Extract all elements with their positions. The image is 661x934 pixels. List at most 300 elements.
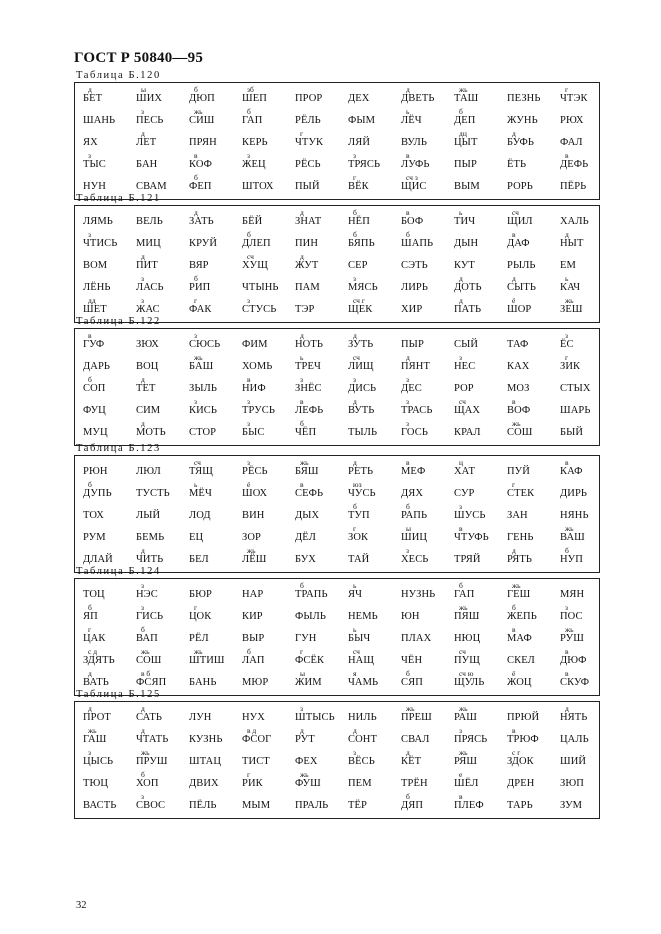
- word-text: ШТАЦ: [189, 756, 222, 767]
- table-cell: [78, 604, 132, 626]
- pronunciation-mark: з: [565, 331, 568, 340]
- table-cell: [131, 376, 185, 398]
- table-cell: [131, 749, 185, 771]
- word-table: [74, 328, 600, 446]
- pronunciation-mark: д: [300, 726, 304, 735]
- word-text: ДВЕТЬ: [401, 93, 435, 104]
- word-text: ЛИЩ: [348, 361, 374, 372]
- table-cell: [184, 582, 238, 604]
- word-table: [74, 205, 600, 323]
- table-cell: [237, 275, 291, 297]
- table-cell: [78, 705, 132, 727]
- table-cell: [237, 481, 291, 503]
- table-cell: [449, 152, 503, 174]
- table-cell: [555, 398, 609, 420]
- table-cell: [449, 332, 503, 354]
- pronunciation-mark: б: [459, 107, 463, 116]
- table-cell: [396, 727, 450, 749]
- word-text: БЫЙ: [560, 427, 584, 438]
- word-text: ДИРЬ: [560, 488, 588, 499]
- word-text: РЁЛЬ: [295, 115, 321, 126]
- word-text: БЯПЬ: [348, 238, 375, 249]
- table-cell: [502, 525, 556, 547]
- table-cell: [396, 354, 450, 376]
- pronunciation-mark: жь: [300, 770, 309, 779]
- word-text: ПАМ: [295, 282, 320, 293]
- table-cell: [237, 503, 291, 525]
- pronunciation-mark: сч ю: [459, 669, 474, 678]
- pronunciation-mark: д: [88, 669, 92, 678]
- table-cell: [396, 525, 450, 547]
- table-cell: [131, 108, 185, 130]
- word-text: ТЁР: [348, 800, 367, 811]
- word-table: [74, 701, 600, 819]
- word-table: [74, 82, 600, 200]
- table-cell: [502, 130, 556, 152]
- word-text: ВАП: [136, 633, 158, 644]
- word-text: НОТЬ: [295, 339, 324, 350]
- table-cell: [343, 705, 397, 727]
- word-text: ЖАС: [136, 304, 160, 315]
- table-cell: [78, 209, 132, 231]
- table-cell: [396, 582, 450, 604]
- word-text: МЫМ: [242, 800, 271, 811]
- pronunciation-mark: в: [512, 230, 516, 239]
- table-cell: [449, 354, 503, 376]
- word-text: СВАМ: [136, 181, 167, 192]
- table-cell: [555, 582, 609, 604]
- table-cell: [78, 525, 132, 547]
- word-text: НИЛЬ: [348, 712, 377, 723]
- word-text: КАХ: [507, 361, 530, 372]
- word-text: ПУЩ: [454, 655, 480, 666]
- table-cell: [502, 771, 556, 793]
- pronunciation-mark: б: [247, 647, 251, 656]
- table-cell: [237, 253, 291, 275]
- pronunciation-mark: в: [247, 375, 251, 384]
- table-cell: [555, 771, 609, 793]
- table-cell: [131, 152, 185, 174]
- table-cell: [396, 275, 450, 297]
- word-text: ЦЫТ: [454, 137, 478, 148]
- table-cell: [237, 604, 291, 626]
- table-cell: [502, 670, 556, 692]
- table-caption: Таблица Б.125: [76, 689, 161, 700]
- word-text: ЗОК: [348, 532, 369, 543]
- table-cell: [237, 749, 291, 771]
- pronunciation-mark: с д: [88, 647, 98, 656]
- word-text: ЗАН: [507, 510, 528, 521]
- table-cell: [290, 152, 344, 174]
- table-cell: [555, 547, 609, 569]
- word-text: ТРУСЬ: [242, 405, 275, 416]
- word-text: ВАШ: [560, 532, 585, 543]
- pronunciation-mark: с г: [512, 748, 521, 757]
- table-cell: [290, 727, 344, 749]
- word-table: [74, 578, 600, 696]
- table-cell: [449, 398, 503, 420]
- word-text: ТАРЬ: [507, 800, 533, 811]
- word-text: СТЫХ: [560, 383, 591, 394]
- table-cell: [184, 209, 238, 231]
- table-cell: [343, 297, 397, 319]
- table-cell: [343, 376, 397, 398]
- word-text: ШЁЛ: [454, 778, 479, 789]
- word-text: ЛЫЙ: [136, 510, 161, 521]
- table-cell: [78, 86, 132, 108]
- table-cell: [184, 481, 238, 503]
- table-cell: [449, 253, 503, 275]
- word-text: БАНЬ: [189, 677, 217, 688]
- word-text: СИШ: [189, 115, 215, 126]
- word-text: РЁСЬ: [242, 466, 268, 477]
- table-cell: [290, 626, 344, 648]
- word-text: ЯП: [83, 611, 98, 622]
- pronunciation-mark: б: [247, 107, 251, 116]
- pronunciation-mark: в д: [247, 726, 257, 735]
- pronunciation-mark: жь: [406, 704, 415, 713]
- word-text: ПЁЛЬ: [189, 800, 217, 811]
- pronunciation-mark: д: [141, 726, 145, 735]
- pronunciation-mark: д: [88, 704, 92, 713]
- pronunciation-mark: сч: [353, 647, 360, 656]
- pronunciation-mark: ё: [247, 480, 251, 489]
- table-cell: [184, 253, 238, 275]
- word-text: СОШ: [507, 427, 533, 438]
- table-cell: [449, 231, 503, 253]
- table-cell: [237, 86, 291, 108]
- table-cell: [396, 793, 450, 815]
- word-text: ФЕХ: [295, 756, 318, 767]
- table-cell: [290, 604, 344, 626]
- word-text: ФЫМ: [348, 115, 376, 126]
- table-cell: [343, 174, 397, 196]
- word-text: ФИМ: [242, 339, 268, 350]
- pronunciation-mark: д: [300, 208, 304, 217]
- word-text: ГОСЬ: [401, 427, 428, 438]
- table-cell: [78, 108, 132, 130]
- word-text: ХАЛЬ: [560, 216, 589, 227]
- pronunciation-mark: д: [512, 546, 516, 555]
- word-text: ТЮЦ: [83, 778, 109, 789]
- word-text: РОРЬ: [507, 181, 533, 192]
- table-cell: [502, 648, 556, 670]
- pronunciation-mark: д: [406, 85, 410, 94]
- word-text: ГУФ: [83, 339, 105, 350]
- table-cell: [396, 376, 450, 398]
- word-text: ЛЁНЬ: [83, 282, 111, 293]
- word-text: ДЯХ: [401, 488, 424, 499]
- table-cell: [502, 481, 556, 503]
- table-cell: [237, 727, 291, 749]
- word-text: ТОХ: [83, 510, 104, 521]
- table-cell: [290, 376, 344, 398]
- word-text: РИК: [242, 778, 263, 789]
- pronunciation-mark: б: [565, 546, 569, 555]
- word-text: ВУЛЬ: [401, 137, 427, 148]
- word-text: ЛОД: [189, 510, 211, 521]
- table-cell: [396, 297, 450, 319]
- word-text: ЗИК: [560, 361, 581, 372]
- table-cell: [555, 481, 609, 503]
- word-text: ДРЕН: [507, 778, 535, 789]
- table-cell: [396, 174, 450, 196]
- pronunciation-mark: жь: [565, 524, 574, 533]
- word-text: ФУШ: [295, 778, 321, 789]
- table-cell: [184, 86, 238, 108]
- pronunciation-mark: сч: [512, 208, 519, 217]
- word-text: ЗНАТ: [295, 216, 322, 227]
- word-text: ЕЦ: [189, 532, 204, 543]
- table-cell: [290, 459, 344, 481]
- table-cell: [396, 670, 450, 692]
- word-text: СТОР: [189, 427, 217, 438]
- table-cell: [78, 481, 132, 503]
- table-cell: [449, 420, 503, 442]
- table-cell: [396, 86, 450, 108]
- table-cell: [237, 354, 291, 376]
- word-text: СЕФЬ: [295, 488, 324, 499]
- word-text: КЕРЬ: [242, 137, 268, 148]
- pronunciation-mark: в: [194, 151, 198, 160]
- pronunciation-mark: сч: [353, 353, 360, 362]
- table-cell: [343, 332, 397, 354]
- word-text: САТЬ: [136, 712, 162, 723]
- word-text: БЯШ: [295, 466, 319, 477]
- word-text: ШОР: [507, 304, 532, 315]
- word-text: МЯН: [560, 589, 585, 600]
- word-text: ЕМ: [560, 260, 576, 271]
- table-cell: [290, 793, 344, 815]
- pronunciation-mark: з: [353, 748, 356, 757]
- pronunciation-mark: в: [512, 397, 516, 406]
- word-text: ФСЁК: [295, 655, 325, 666]
- word-text: ВЫР: [242, 633, 265, 644]
- pronunciation-mark: д: [512, 129, 516, 138]
- table-cell: [237, 793, 291, 815]
- table-cell: [131, 459, 185, 481]
- table-cell: [184, 670, 238, 692]
- pronunciation-mark: г: [353, 173, 357, 182]
- pronunciation-mark: б: [194, 173, 198, 182]
- table-cell: [555, 604, 609, 626]
- pronunciation-mark: юз: [353, 480, 362, 489]
- pronunciation-mark: жь: [194, 353, 203, 362]
- word-text: ЦЫСЬ: [83, 756, 114, 767]
- word-text: БАШ: [189, 361, 214, 372]
- table-cell: [131, 604, 185, 626]
- table-cell: [343, 525, 397, 547]
- word-text: КИР: [242, 611, 263, 622]
- table-cell: [343, 547, 397, 569]
- word-text: ПРЯН: [189, 137, 217, 148]
- word-text: ТУСТЬ: [136, 488, 170, 499]
- word-text: НАЩ: [348, 655, 375, 666]
- pronunciation-mark: д: [353, 726, 357, 735]
- table-cell: [555, 297, 609, 319]
- table-cell: [78, 398, 132, 420]
- word-text: КЁТ: [401, 756, 422, 767]
- word-text: СЮСЬ: [189, 339, 221, 350]
- pronunciation-mark: б: [406, 502, 410, 511]
- word-text: ЩЕК: [348, 304, 373, 315]
- pronunciation-mark: д: [565, 230, 569, 239]
- table-cell: [290, 297, 344, 319]
- table-cell: [502, 582, 556, 604]
- pronunciation-mark: з: [141, 581, 144, 590]
- word-text: МЕФ: [401, 466, 426, 477]
- table-cell: [502, 354, 556, 376]
- word-text: ШИЦ: [401, 532, 428, 543]
- table-caption: Таблица Б.121: [76, 193, 161, 204]
- word-text: ЛЮЛ: [136, 466, 161, 477]
- table-cell: [555, 108, 609, 130]
- table-cell: [502, 253, 556, 275]
- table-cell: [449, 547, 503, 569]
- table-cell: [555, 670, 609, 692]
- pronunciation-mark: жь: [512, 581, 521, 590]
- table-cell: [555, 727, 609, 749]
- table-cell: [396, 626, 450, 648]
- table-cell: [555, 793, 609, 815]
- pronunciation-mark: жь: [459, 603, 468, 612]
- word-text: СКУФ: [560, 677, 590, 688]
- table-cell: [396, 771, 450, 793]
- word-text: КАЧ: [560, 282, 581, 293]
- word-text: ЛИРЬ: [401, 282, 428, 293]
- word-text: ПРАЛЬ: [295, 800, 329, 811]
- table-cell: [449, 275, 503, 297]
- table-cell: [343, 459, 397, 481]
- pronunciation-mark: ь: [300, 353, 304, 362]
- word-text: РИП: [189, 282, 211, 293]
- table-cell: [290, 86, 344, 108]
- table-cell: [555, 705, 609, 727]
- table-cell: [78, 354, 132, 376]
- table-cell: [131, 130, 185, 152]
- table-cell: [396, 481, 450, 503]
- pronunciation-mark: б: [194, 85, 198, 94]
- word-text: ПЛЕФ: [454, 800, 484, 811]
- pronunciation-mark: з: [406, 419, 409, 428]
- word-text: ВЫМ: [454, 181, 480, 192]
- word-text: ГЕШ: [507, 589, 531, 600]
- pronunciation-mark: б: [141, 625, 145, 634]
- word-text: СУР: [454, 488, 475, 499]
- word-text: БЮР: [189, 589, 212, 600]
- pronunciation-mark: в: [565, 647, 569, 656]
- word-text: ПУЙ: [507, 466, 530, 477]
- word-text: ПРОТ: [83, 712, 111, 723]
- table-cell: [396, 420, 450, 442]
- pronunciation-mark: г: [247, 770, 251, 779]
- pronunciation-mark: жь: [565, 625, 574, 634]
- word-text: РУМ: [83, 532, 106, 543]
- word-text: ПИТ: [136, 260, 158, 271]
- word-text: ФУЦ: [83, 405, 106, 416]
- word-text: КРАЛ: [454, 427, 481, 438]
- word-text: ЛЕТ: [136, 137, 157, 148]
- table-cell: [184, 749, 238, 771]
- table-cell: [343, 670, 397, 692]
- pronunciation-mark: д: [141, 704, 145, 713]
- table-cell: [237, 231, 291, 253]
- table-cell: [78, 253, 132, 275]
- word-text: БЕМЬ: [136, 532, 165, 543]
- table-cell: [396, 705, 450, 727]
- word-text: ЛУН: [189, 712, 212, 723]
- word-text: ТЕТ: [136, 383, 156, 394]
- pronunciation-mark: з: [353, 274, 356, 283]
- word-text: ЗУТЬ: [348, 339, 374, 350]
- pronunciation-mark: б: [406, 792, 410, 801]
- word-text: ДЮФ: [560, 655, 587, 666]
- word-text: ТАЙ: [348, 554, 370, 565]
- table-cell: [396, 108, 450, 130]
- word-text: ДИСЬ: [348, 383, 377, 394]
- table-cell: [343, 749, 397, 771]
- table-cell: [502, 152, 556, 174]
- pronunciation-mark: б: [459, 581, 463, 590]
- word-text: МИЦ: [136, 238, 161, 249]
- table-cell: [131, 275, 185, 297]
- table-cell: [502, 547, 556, 569]
- word-text: НУХ: [242, 712, 265, 723]
- word-text: БУХ: [295, 554, 316, 565]
- table-cell: [78, 459, 132, 481]
- table-cell: [502, 503, 556, 525]
- pronunciation-mark: д: [459, 296, 463, 305]
- table-cell: [78, 332, 132, 354]
- pronunciation-mark: ь: [353, 581, 357, 590]
- word-text: ПЫР: [401, 339, 424, 350]
- pronunciation-mark: в: [459, 792, 463, 801]
- word-text: ХЕСЬ: [401, 554, 429, 565]
- word-text: ДЛАЙ: [83, 554, 113, 565]
- pronunciation-mark: б: [512, 603, 516, 612]
- pronunciation-mark: г: [300, 647, 304, 656]
- table-cell: [343, 398, 397, 420]
- word-text: ТРЮФ: [507, 734, 539, 745]
- word-text: ШОХ: [242, 488, 268, 499]
- table-cell: [555, 209, 609, 231]
- table-cell: [449, 376, 503, 398]
- word-text: ГЕНЬ: [507, 532, 534, 543]
- pronunciation-mark: з: [459, 726, 462, 735]
- pronunciation-mark: з: [88, 230, 91, 239]
- table-cell: [555, 231, 609, 253]
- word-text: КОФ: [189, 159, 213, 170]
- pronunciation-mark: жь: [459, 748, 468, 757]
- table-cell: [290, 420, 344, 442]
- pronunciation-mark: в: [565, 151, 569, 160]
- table-cell: [502, 86, 556, 108]
- table-cell: [449, 108, 503, 130]
- table-cell: [343, 108, 397, 130]
- word-text: РЮН: [83, 466, 108, 477]
- table-cell: [290, 174, 344, 196]
- table-cell: [502, 376, 556, 398]
- table-cell: [184, 152, 238, 174]
- word-text: ЧТЫНЬ: [242, 282, 279, 293]
- word-text: ТРЯСЬ: [348, 159, 381, 170]
- table-cell: [131, 727, 185, 749]
- word-text: НАР: [242, 589, 264, 600]
- word-text: ЛАП: [242, 655, 265, 666]
- table-cell: [555, 174, 609, 196]
- table-cell: [290, 771, 344, 793]
- table-cell: [555, 86, 609, 108]
